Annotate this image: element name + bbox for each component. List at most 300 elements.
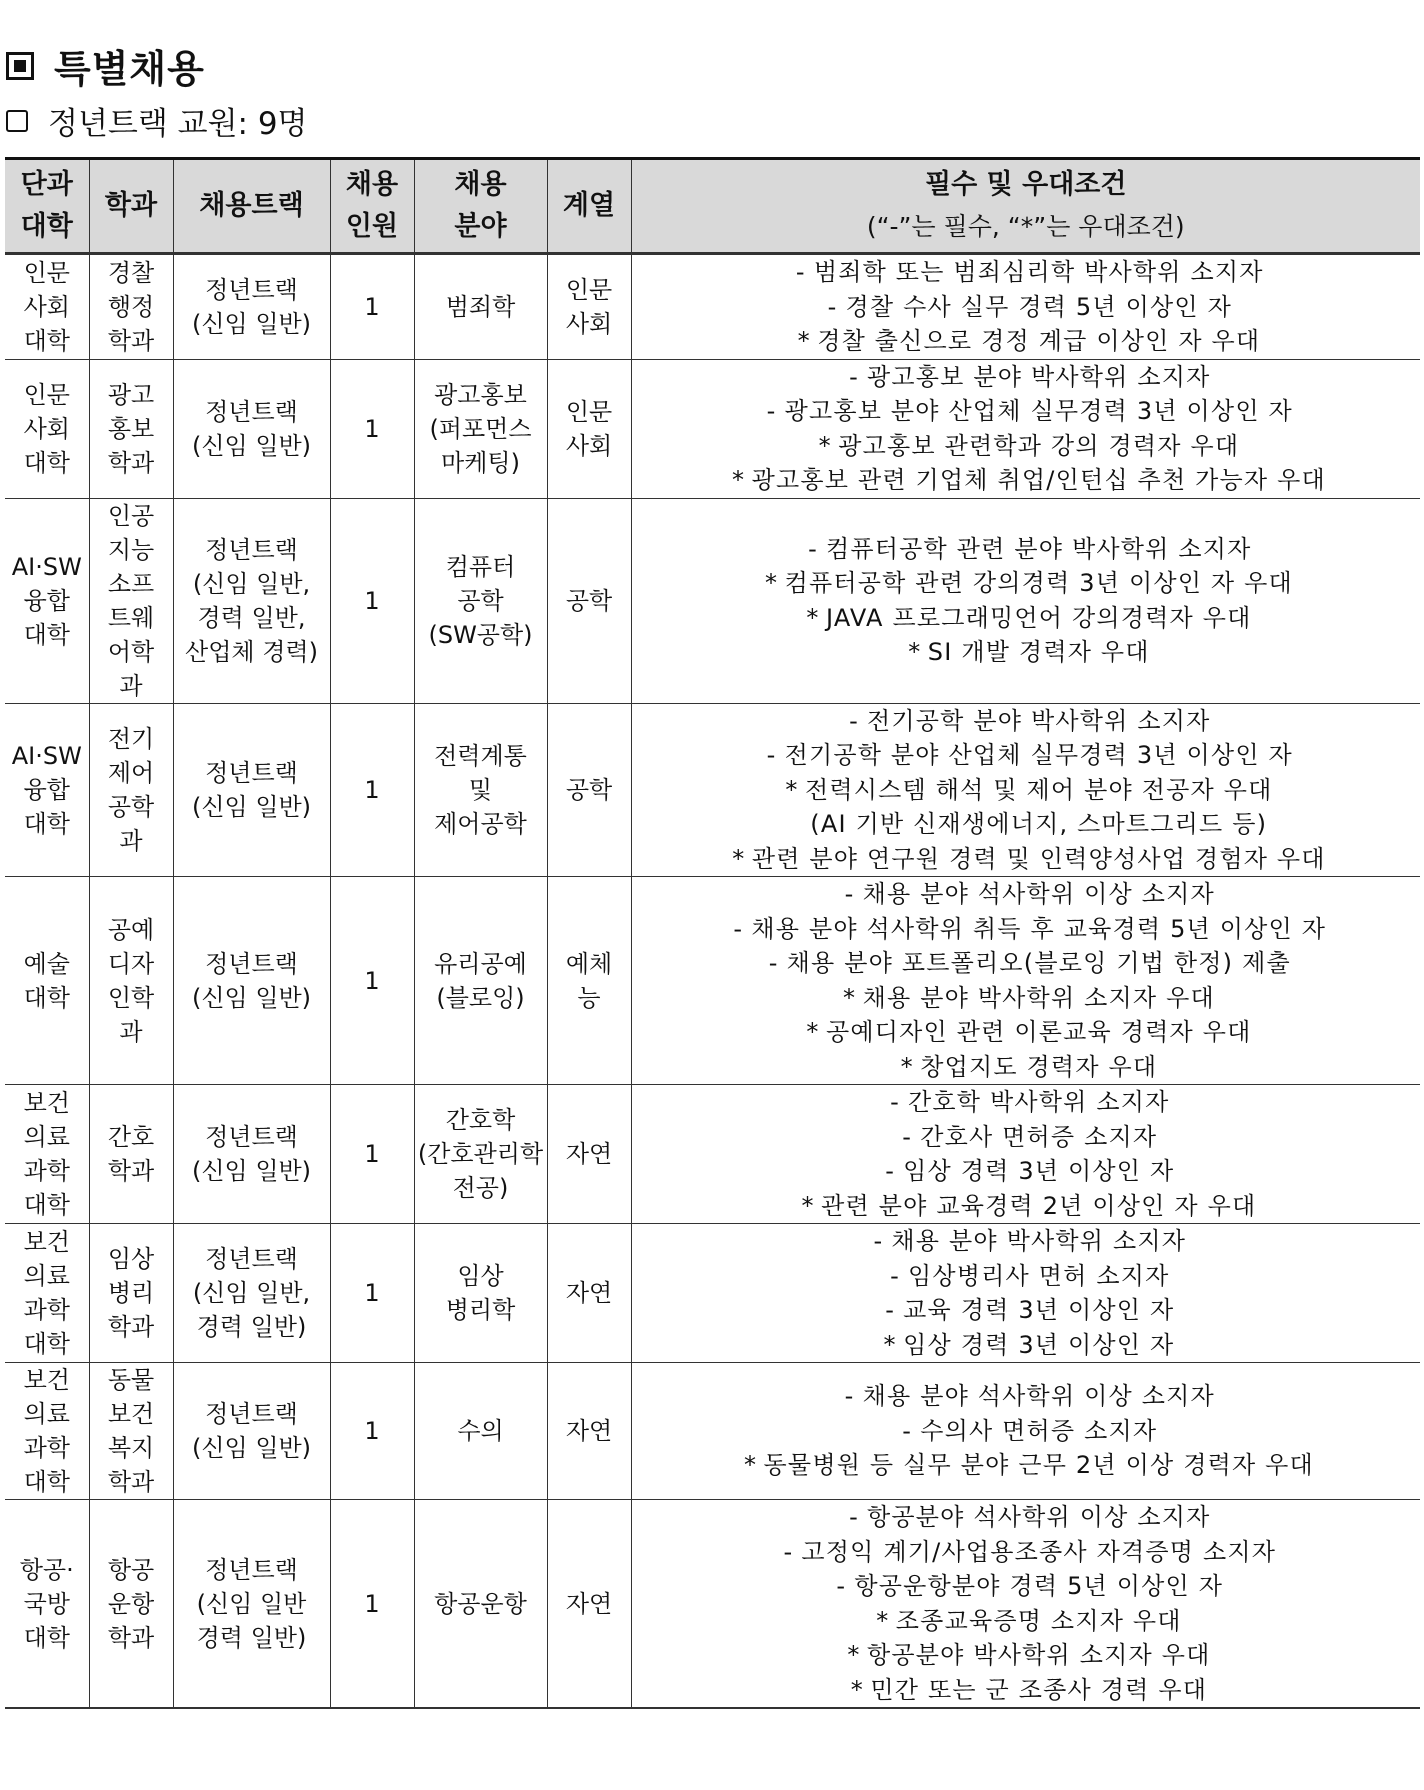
cell-department-text: 복지 [107,1434,155,1462]
cell-track [173,1224,330,1363]
header-conditions [631,159,1420,254]
condition-item [632,946,1421,981]
table-row [5,1085,1420,1224]
cell-count [330,877,414,1085]
cell-department-text: 인공 [107,501,155,530]
cell-field-text: 마케팅) [441,448,520,477]
table-row [5,1500,1420,1709]
cell-field-text: (퍼포먼스 [429,414,532,443]
cell-category [547,703,631,877]
required-bullet: - [827,292,838,321]
condition-item [632,842,1421,877]
cell-college-text: AI·SW [11,741,82,770]
condition-text: 간호사 면허증 소지자 [920,1122,1158,1151]
cell-department [89,1363,173,1500]
cell-department-text: 어학 [107,637,155,666]
condition-text: 임상 경력 3년 이상인 자 [903,1157,1175,1185]
cell-count [330,359,414,498]
cell-department-text: 동물 [107,1366,155,1394]
cell-count [330,1500,414,1709]
condition-text: 민간 또는 군 조종사 경력 우대 [870,1675,1208,1704]
cell-track-text: 정년트랙 [205,1245,298,1273]
cell-track-text: 정년트랙 [205,275,298,304]
required-bullet: - [733,914,744,943]
condition-item [632,1673,1421,1708]
cell-field [414,1224,547,1363]
cell-college-text: 예술 [23,949,70,978]
preferred-bullet: * [876,1606,890,1635]
header-category-line: 계열 [562,190,616,221]
cell-track [173,877,330,1085]
cell-count-text: 1 [364,586,380,615]
cell-category-text: 인문 [565,397,613,426]
required-bullet: - [885,1157,896,1185]
cell-field [414,498,547,703]
cell-department-text: 학과 [107,448,155,477]
condition-item [632,1328,1421,1363]
condition-text: 조종교육증명 소지자 우대 [895,1606,1182,1635]
condition-item [632,704,1421,739]
condition-text: 컴퓨터공학 관련 강의경력 3년 이상인 자 우대 [784,569,1293,597]
condition-item [632,981,1421,1016]
condition-text: 항공분야 석사학위 이상 소지자 [867,1503,1211,1531]
cell-field-text: 컴퓨터 [445,552,516,581]
cell-department-text: 과 [119,1017,143,1046]
condition-item [632,1569,1421,1604]
cell-track-text: (신임 일반) [191,1157,312,1185]
cell-college-text: 보건 [23,1366,70,1394]
cell-department-text: 과 [119,826,143,855]
preferred-bullet: * [883,1330,897,1359]
condition-text: 채용 분야 석사학위 이상 소지자 [862,1382,1215,1411]
cell-department [89,877,173,1085]
header-count-line: 채용 [345,169,399,200]
required-bullet: - [890,1088,900,1116]
required-bullet: - [902,1122,913,1151]
cell-department [89,498,173,703]
cell-field [414,1500,547,1709]
cell-department [89,1085,173,1224]
cell-college-text: 융합 [23,586,70,615]
section-title-text: 특별채용 [54,47,205,91]
required-bullet: - [902,1416,913,1445]
header-count-line: 인원 [345,211,399,242]
cell-field-text: 및 [468,775,493,804]
condition-text: 광고홍보 관련 기업체 취업/인턴십 추천 가능자 우대 [751,466,1326,494]
cell-field [414,1363,547,1500]
condition-item [632,1050,1421,1085]
cell-conditions [631,254,1420,360]
header-track [173,159,330,254]
required-bullet: - [766,741,777,769]
cell-college [5,877,89,1085]
condition-item [632,1379,1421,1414]
cell-college [5,1363,89,1500]
cell-college-text: 과학 [23,1296,70,1324]
condition-item [632,360,1421,395]
cell-department-text: 제어 [107,758,155,787]
condition-text: 컴퓨터공학 관련 분야 박사학위 소지자 [826,534,1252,563]
cell-field [414,877,547,1085]
cell-department-text: 항공 [107,1555,155,1584]
cell-track [173,1363,330,1500]
cell-department-text: 과 [119,671,143,700]
cell-track-text: (신임 일반) [191,983,312,1012]
cell-count-text: 1 [364,966,380,995]
cell-department-text: 지능 [107,535,155,564]
cell-college-text: 대학 [23,1191,70,1219]
cell-field [414,254,547,360]
cell-track-text: 경력 일반) [196,1623,307,1652]
cell-department-text: 광고 [107,380,155,409]
required-bullet: - [844,880,855,908]
cell-category-text: 예체 [565,949,613,978]
cell-department-text: 운항 [107,1589,155,1618]
cell-college-text: 인문 [23,258,70,287]
required-bullet: - [844,1382,855,1411]
cell-field-text: (SW공학) [428,620,533,649]
cell-department [89,254,173,360]
required-bullet: - [849,362,859,391]
cell-college-text: 대학 [23,448,70,477]
cell-department-text: 전기 [107,724,155,753]
condition-item [632,1259,1421,1294]
cell-track-text: 정년트랙 [205,758,298,787]
preferred-bullet: * [818,431,832,460]
condition-item [632,1154,1421,1189]
condition-text: 광고홍보 관련학과 강의 경력자 우대 [838,431,1240,460]
cell-department [89,1224,173,1363]
header-conditions-title: 필수 및 우대조건 [925,169,1127,200]
condition-item [632,324,1421,359]
cell-count [330,703,414,877]
condition-text: 관련 분야 연구원 경력 및 인력양성사업 경험자 우대 [751,844,1326,873]
cell-count [330,1363,414,1500]
cell-college-text: 보건 [23,1228,70,1256]
cell-department-text: 학과 [107,326,155,355]
cell-track [173,1085,330,1224]
cell-track-text: 정년트랙 [205,1123,298,1151]
cell-track-text: 산업체 경력) [185,637,318,666]
cell-field-text: 전력계통 [434,741,527,770]
condition-text: 전기공학 분야 산업체 실무경력 3년 이상인 자 [784,741,1293,769]
required-bullet: - [783,1537,794,1566]
condition-text: 항공분야 박사학위 소지자 우대 [867,1641,1211,1669]
cell-college-text: 사회 [23,414,70,443]
required-bullet: - [808,534,818,563]
cell-count-text: 1 [364,292,380,321]
cell-track-text: (신임 일반) [191,309,312,338]
header-college [5,159,89,254]
cell-department-text: 임상 [107,1245,155,1273]
cell-conditions [631,1363,1420,1500]
cell-track [173,359,330,498]
cell-college [5,359,89,498]
required-bullet: - [768,949,779,977]
preferred-bullet: * [785,775,799,804]
cell-field-text: 공학 [457,586,504,615]
cell-conditions [631,1085,1420,1224]
cell-track [173,703,330,877]
cell-college-text: 대학 [23,620,70,649]
cell-count [330,498,414,703]
condition-text: 채용 분야 박사학위 소지자 우대 [862,983,1215,1012]
condition-item [632,1604,1421,1639]
preferred-bullet: * [797,327,811,355]
condition-item [632,1535,1421,1570]
cell-department-text: 학과 [107,1623,155,1652]
cell-field-text: 병리학 [445,1296,516,1324]
cell-track-text: (신임 일반 [196,1589,307,1618]
cell-department-text: 인학 [107,983,155,1012]
cell-field-text: 수의 [457,1417,504,1445]
preferred-bullet: * [850,1675,864,1704]
cell-college-text: 대학 [23,1330,70,1358]
cell-field-text: 유리공예 [434,949,527,978]
table-row [5,498,1420,703]
required-bullet: - [836,1572,847,1600]
cell-category-text: 자연 [565,1279,613,1307]
required-bullet: - [873,1227,884,1255]
condition-item [632,290,1421,325]
cell-field [414,359,547,498]
condition-item [632,738,1421,773]
cell-college-text: 과학 [23,1157,70,1185]
cell-department-text: 소프 [107,569,155,598]
preferred-bullet: * [842,983,857,1012]
table-row [5,703,1420,877]
table-row [5,254,1420,360]
cell-category [547,1363,631,1500]
condition-item [632,1638,1421,1673]
condition-text: 채용 분야 박사학위 소지자 [891,1227,1187,1255]
cell-field-text: 임상 [457,1262,504,1290]
cell-category [547,1085,631,1224]
recruitment-table [5,157,1420,1709]
condition-item [632,1500,1421,1535]
cell-department-text: 공학 [107,792,155,821]
cell-category-text: 공학 [565,586,613,615]
condition-text: 관련 분야 교육경력 2년 이상인 자 우대 [821,1191,1257,1220]
cell-category-text: 공학 [565,775,613,804]
cell-field-text: 범죄학 [445,292,516,321]
condition-item [632,1414,1421,1449]
condition-item [632,566,1421,601]
subsection-title-text: 정년트랙 교원: 9명 [48,106,308,142]
condition-text: 경찰 수사 실무 경력 5년 이상인 자 [845,292,1232,321]
condition-item [632,1085,1421,1120]
cell-department-text: 학과 [107,1157,155,1185]
cell-track-text: (신임 일반, [192,569,311,598]
condition-item [632,1293,1421,1328]
cell-track-text: 정년트랙 [205,1400,298,1428]
section-title [6,38,205,93]
header-college-line: 단과 [20,169,73,200]
header-category [547,159,631,254]
cell-college-text: 융합 [23,775,70,804]
cell-department-text: 간호 [107,1123,155,1151]
condition-item [632,463,1421,498]
cell-track-text: 정년트랙 [205,397,298,426]
header-college-line: 대학 [20,211,73,242]
condition-text: 공예디자인 관련 이론교육 경력자 우대 [826,1018,1252,1046]
table-row [5,877,1420,1085]
cell-track-text: 정년트랙 [205,949,298,978]
preferred-bullet: * [801,1191,815,1220]
cell-category [547,359,631,498]
cell-department-text: 행정 [107,292,155,321]
cell-conditions [631,359,1420,498]
cell-department-text: 경찰 [107,258,155,287]
cell-category-text: 사회 [565,431,613,460]
cell-college-text: 사회 [23,292,70,321]
cell-category-text: 능 [577,983,601,1012]
condition-item [632,1448,1421,1483]
condition-item [632,1015,1421,1050]
table-header-row [5,159,1420,254]
cell-field-text: 전공) [452,1174,509,1202]
required-bullet: - [849,1503,859,1531]
condition-text: 임상 경력 3년 이상인 자 [903,1330,1175,1359]
condition-item [632,773,1421,808]
table-body [5,254,1420,1709]
cell-track-text: (신임 일반) [191,792,312,821]
condition-text: 전력시스템 해석 및 제어 분야 전공자 우대 [804,775,1273,804]
condition-item [632,394,1421,429]
cell-college-text: 보건 [23,1089,70,1117]
condition-item [632,429,1421,464]
cell-department [89,1500,173,1709]
required-bullet: - [766,397,777,425]
cell-field-text: 광고홍보 [434,380,527,409]
filled-square-icon [6,52,34,80]
cell-department-text: 트웨 [107,603,155,632]
cell-category [547,1500,631,1709]
cell-field [414,703,547,877]
cell-college-text: 대학 [23,326,70,355]
condition-text: 경찰 출신으로 경정 계급 이상인 자 우대 [817,327,1261,355]
preferred-bullet: * [847,1641,861,1669]
required-bullet: - [885,1296,896,1324]
header-department [89,159,173,254]
cell-college-text: 의료 [23,1123,70,1151]
condition-text: 전기공학 분야 박사학위 소지자 [867,706,1211,735]
cell-count [330,1085,414,1224]
table-row [5,1363,1420,1500]
required-bullet: - [795,258,806,286]
condition-item [632,912,1421,947]
cell-category [547,1224,631,1363]
cell-college-text: 대학 [23,983,70,1012]
cell-count-text: 1 [364,1140,380,1168]
cell-college-text: 인문 [23,380,70,409]
cell-track-text: (신임 일반) [191,431,312,460]
cell-track-text: (신임 일반) [191,1434,312,1462]
condition-item [632,532,1421,567]
cell-category-text: 자연 [565,1417,613,1445]
condition-text: 채용 분야 석사학위 이상 소지자 [862,880,1215,908]
cell-college-text: 과학 [23,1434,70,1462]
cell-department-text: 공예 [107,915,155,944]
cell-college-text: 항공· [19,1555,74,1584]
cell-field-text: (블로잉) [436,983,525,1012]
condition-text: 동물병원 등 실무 분야 근무 2년 이상 경력자 우대 [763,1451,1314,1480]
preferred-bullet: * [732,844,746,873]
condition-item [632,601,1421,636]
condition-text: 항공운항분야 경력 5년 이상인 자 [854,1572,1224,1600]
cell-college [5,498,89,703]
condition-text: JAVA 프로그래밍언어 강의경력자 우대 [825,603,1252,632]
cell-category [547,254,631,360]
cell-conditions [631,498,1420,703]
cell-field-text: 간호학 [445,1106,516,1134]
table-row [5,1224,1420,1363]
preferred-bullet: * [908,638,922,666]
cell-college-text: 대학 [23,1623,70,1652]
preferred-bullet: * [743,1451,758,1480]
cell-college-text: 국방 [23,1589,70,1618]
cell-track [173,1500,330,1709]
condition-text: 광고홍보 분야 박사학위 소지자 [867,362,1211,391]
cell-department-text: 보건 [107,1400,155,1428]
condition-text: 고정익 계기/사업용조종사 자격증명 소지자 [801,1537,1277,1566]
cell-college-text: 의료 [23,1400,70,1428]
condition-text: 채용 분야 포트폴리오(블로잉 기법 한정) 제출 [786,949,1291,977]
cell-field-text: 항공운항 [434,1589,527,1618]
condition-text: 임상병리사 면허 소지자 [908,1261,1170,1290]
empty-square-icon [6,110,28,132]
cell-college-text: 대학 [23,809,70,838]
cell-category-text: 사회 [565,309,613,338]
cell-conditions [631,877,1420,1085]
table-row [5,359,1420,498]
cell-category [547,498,631,703]
header-conditions-note: (“-”는 필수, “*”는 우대조건) [866,212,1185,241]
cell-track-text: 정년트랙 [205,535,298,564]
subsection-title [6,98,308,143]
condition-text: 교육 경력 3년 이상인 자 [903,1296,1175,1324]
cell-category-text: 자연 [565,1140,613,1168]
cell-field-text: (간호관리학 [417,1140,544,1168]
condition-text: 간호학 박사학위 소지자 [908,1088,1170,1116]
condition-item [632,635,1421,670]
cell-college [5,703,89,877]
header-department-line: 학과 [104,190,158,221]
header-field-line: 채용 [454,169,507,200]
condition-text: SI 개발 경력자 우대 [927,638,1150,666]
cell-department-text: 디자 [107,949,155,978]
condition-item: (AI 기반 신재생에너지, 스마트그리드 등) [810,810,1268,838]
cell-count [330,254,414,360]
cell-count-text: 1 [364,1279,380,1307]
preferred-bullet: * [900,1052,914,1081]
cell-category-text: 인문 [565,275,613,304]
condition-text: 창업지도 경력자 우대 [920,1052,1158,1081]
condition-text: 광고홍보 분야 산업체 실무경력 3년 이상인 자 [784,397,1293,425]
preferred-bullet: * [731,466,746,494]
cell-track [173,498,330,703]
header-track-line: 채용트랙 [199,190,304,221]
cell-department-text: 학과 [107,1468,155,1496]
cell-category-text: 자연 [565,1589,613,1618]
cell-track-text: (신임 일반, [192,1279,311,1307]
cell-college [5,1224,89,1363]
cell-college [5,1500,89,1709]
cell-conditions [631,1224,1420,1363]
cell-track-text: 경력 일반) [196,1313,307,1341]
cell-college [5,254,89,360]
cell-track-text: 경력 일반, [197,603,306,632]
